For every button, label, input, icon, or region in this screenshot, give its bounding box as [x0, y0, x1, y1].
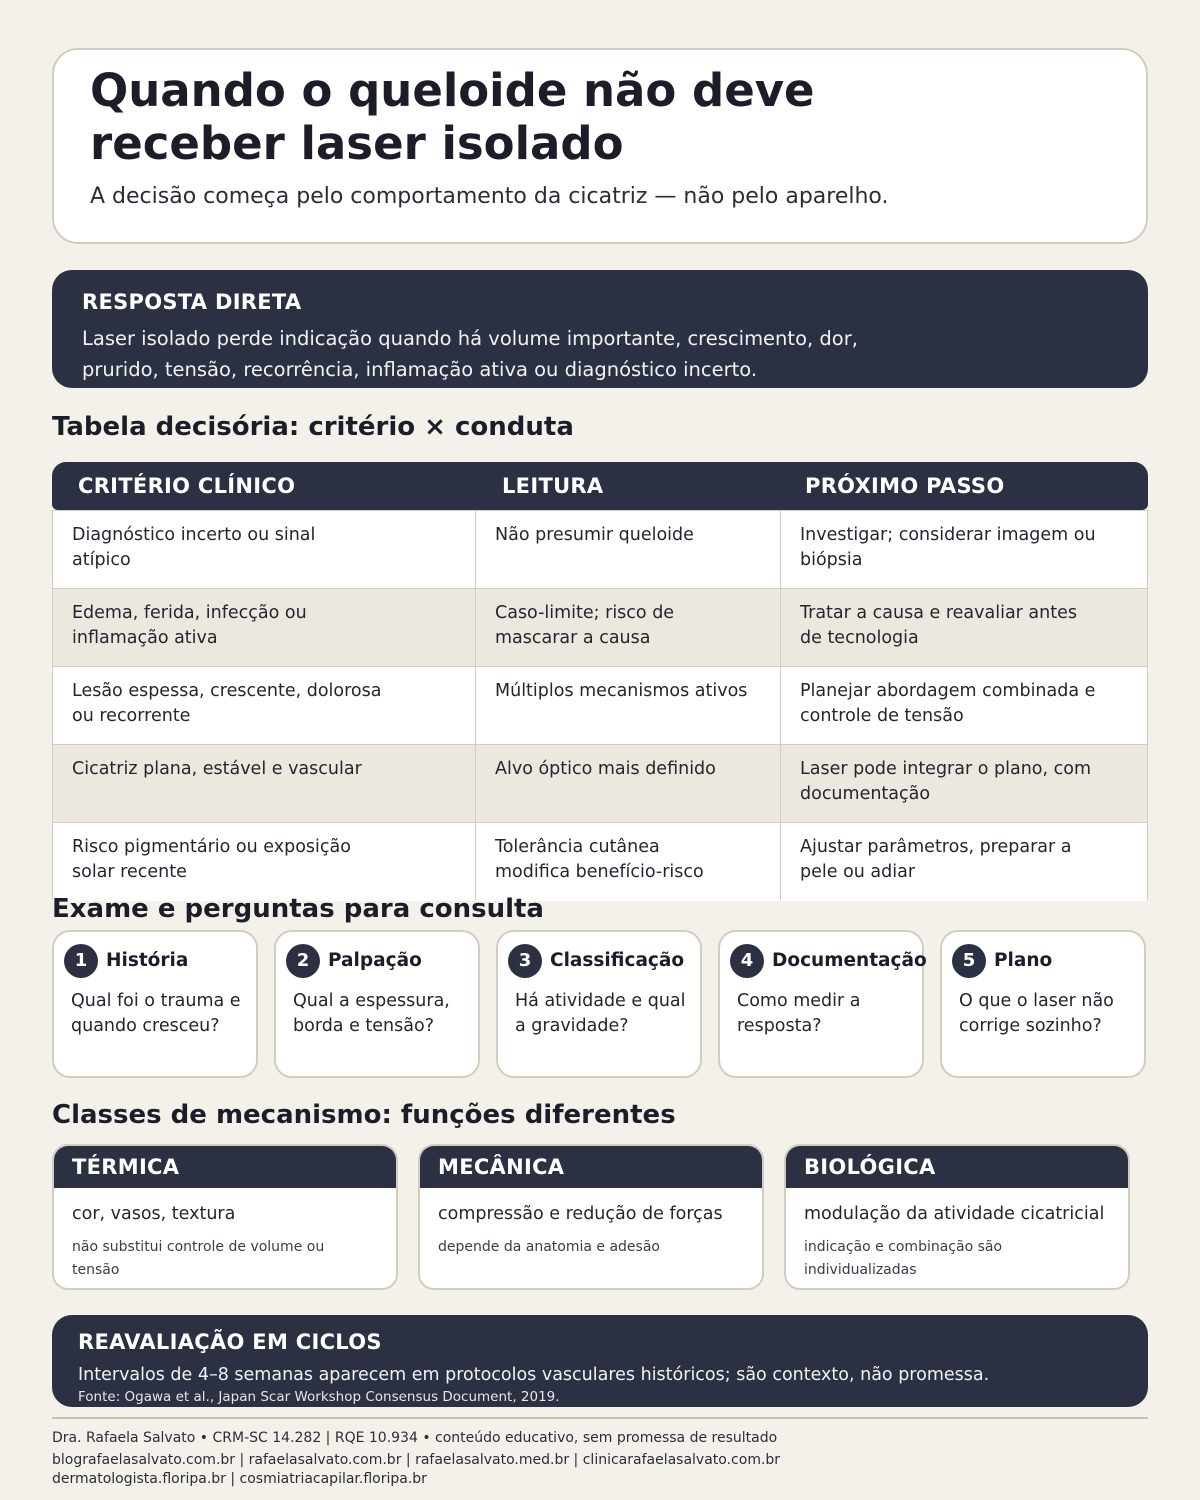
step-card-documentacao [718, 930, 927, 1078]
reassessment-text: Intervalos de 4–8 semanas aparecem em protocolos vasculares históricos; são contexto, não promessa. [78, 1365, 990, 1385]
step-title: Plano [994, 950, 1053, 971]
column-header-leitura: LEITURA [502, 474, 604, 498]
footer-links-secondary: dermatologista.floripa.br | cosmiatriacapilar.floripa.br [52, 1471, 427, 1487]
mechanism-card-mecanica [418, 1144, 764, 1290]
reassessment-panel [52, 1315, 1148, 1407]
direct-answer-panel [52, 270, 1148, 388]
mechanism-note: depende da anatomia e adesão [438, 1239, 660, 1255]
mechanism-title: BIOLÓGICA [804, 1155, 936, 1179]
column-divider [475, 510, 476, 900]
mechanism-description: modulação da atividade cicatricial [804, 1204, 1105, 1224]
step-card-palpacao [274, 930, 480, 1078]
mechanism-card-header [54, 1146, 396, 1188]
step-title: Classificação [550, 950, 685, 971]
step-card-classificacao [496, 930, 702, 1078]
reassessment-source: Fonte: Ogawa et al., Japan Scar Workshop Consensus Document, 2019. [78, 1389, 560, 1405]
table-row [53, 589, 1147, 667]
cell-leitura: Tolerância cutânea modifica benefício-risco [495, 837, 704, 882]
reassessment-heading: REAVALIAÇÃO EM CICLOS [78, 1330, 382, 1354]
page-subtitle: A decisão começa pelo comportamento da cicatriz — não pelo aparelho. [90, 184, 889, 209]
cell-proximo-passo: Laser pode integrar o plano, com documentação [800, 759, 1091, 804]
step-number-badge: 4 [730, 944, 764, 978]
step-question: Como medir a resposta? [737, 991, 861, 1036]
mechanism-note: indicação e combinação são individualizadas [804, 1239, 1003, 1278]
cell-leitura: Múltiplos mecanismos ativos [495, 681, 748, 701]
table-row [53, 745, 1147, 823]
step-question: O que o laser não corrige sozinho? [959, 991, 1114, 1036]
cell-proximo-passo: Tratar a causa e reavaliar antes de tecnologia [800, 603, 1077, 648]
cell-criterio: Edema, ferida, infecção ou inflamação ativa [72, 603, 307, 648]
mechanism-description: cor, vasos, textura [72, 1204, 236, 1224]
page-title: Quando o queloide não deve receber laser isolado [90, 64, 815, 170]
table-row [53, 823, 1147, 901]
mechanism-card-header [786, 1146, 1128, 1188]
mechanism-title: TÉRMICA [72, 1155, 180, 1179]
footer-divider [52, 1417, 1148, 1419]
step-question: Qual a espessura, borda e tensão? [293, 991, 450, 1036]
mechanism-title: MECÂNICA [438, 1155, 565, 1179]
step-number-badge: 5 [952, 944, 986, 978]
cell-criterio: Risco pigmentário ou exposição solar recente [72, 837, 351, 882]
table-header [52, 462, 1148, 510]
mechanism-note: não substitui controle de volume ou tensão [72, 1239, 325, 1278]
step-question: Há atividade e qual a gravidade? [515, 991, 686, 1036]
step-number-badge: 1 [64, 944, 98, 978]
direct-answer-text: Laser isolado perde indicação quando há volume importante, crescimento, dor, prurido, tensão, recorrência, inflamação ativa ou diagnóstico incerto. [82, 327, 858, 381]
footer-links: blografaelasalvato.com.br | rafaelasalvato.com.br | rafaelasalvato.med.br | clinicarafaelasalvato.com.br [52, 1452, 781, 1468]
decision-table [52, 462, 1148, 900]
mechanism-card-biologica [784, 1144, 1130, 1290]
cell-leitura: Não presumir queloide [495, 525, 694, 545]
table-row [53, 511, 1147, 589]
column-header-proximo-passo: PRÓXIMO PASSO [805, 474, 1005, 498]
footer-credits: Dra. Rafaela Salvato • CRM-SC 14.282 | RQE 10.934 • conteúdo educativo, sem promessa de resultado [52, 1430, 778, 1446]
step-number-badge: 2 [286, 944, 320, 978]
direct-answer-heading: RESPOSTA DIRETA [82, 290, 302, 314]
mechanism-card-termica [52, 1144, 398, 1290]
header-card [52, 48, 1148, 244]
cell-criterio: Lesão espessa, crescente, dolorosa ou recorrente [72, 681, 382, 726]
cell-proximo-passo: Ajustar parâmetros, preparar a pele ou adiar [800, 837, 1072, 882]
cell-proximo-passo: Investigar; considerar imagem ou biópsia [800, 525, 1096, 570]
mechanisms-section-title: Classes de mecanismo: funções diferentes [52, 1100, 676, 1130]
cell-criterio: Cicatriz plana, estável e vascular [72, 759, 362, 779]
step-card-plano [940, 930, 1146, 1078]
step-title: História [106, 950, 189, 971]
step-number-badge: 3 [508, 944, 542, 978]
column-divider [780, 510, 781, 900]
table-row [53, 667, 1147, 745]
cell-leitura: Alvo óptico mais definido [495, 759, 716, 779]
mechanism-description: compressão e redução de forças [438, 1204, 723, 1224]
step-title: Palpação [328, 950, 422, 971]
cell-proximo-passo: Planejar abordagem combinada e controle de tensão [800, 681, 1096, 726]
table-section-title: Tabela decisória: critério × conduta [52, 412, 574, 442]
step-card-historia [52, 930, 258, 1078]
step-question: Qual foi o trauma e quando cresceu? [71, 991, 241, 1036]
column-header-criterio: CRITÉRIO CLÍNICO [78, 474, 296, 498]
exam-section-title: Exame e perguntas para consulta [52, 894, 544, 924]
mechanism-card-header [420, 1146, 762, 1188]
cell-criterio: Diagnóstico incerto ou sinal atípico [72, 525, 316, 570]
table-body [52, 510, 1148, 900]
cell-leitura: Caso-limite; risco de mascarar a causa [495, 603, 675, 648]
step-title: Documentação [772, 950, 927, 971]
